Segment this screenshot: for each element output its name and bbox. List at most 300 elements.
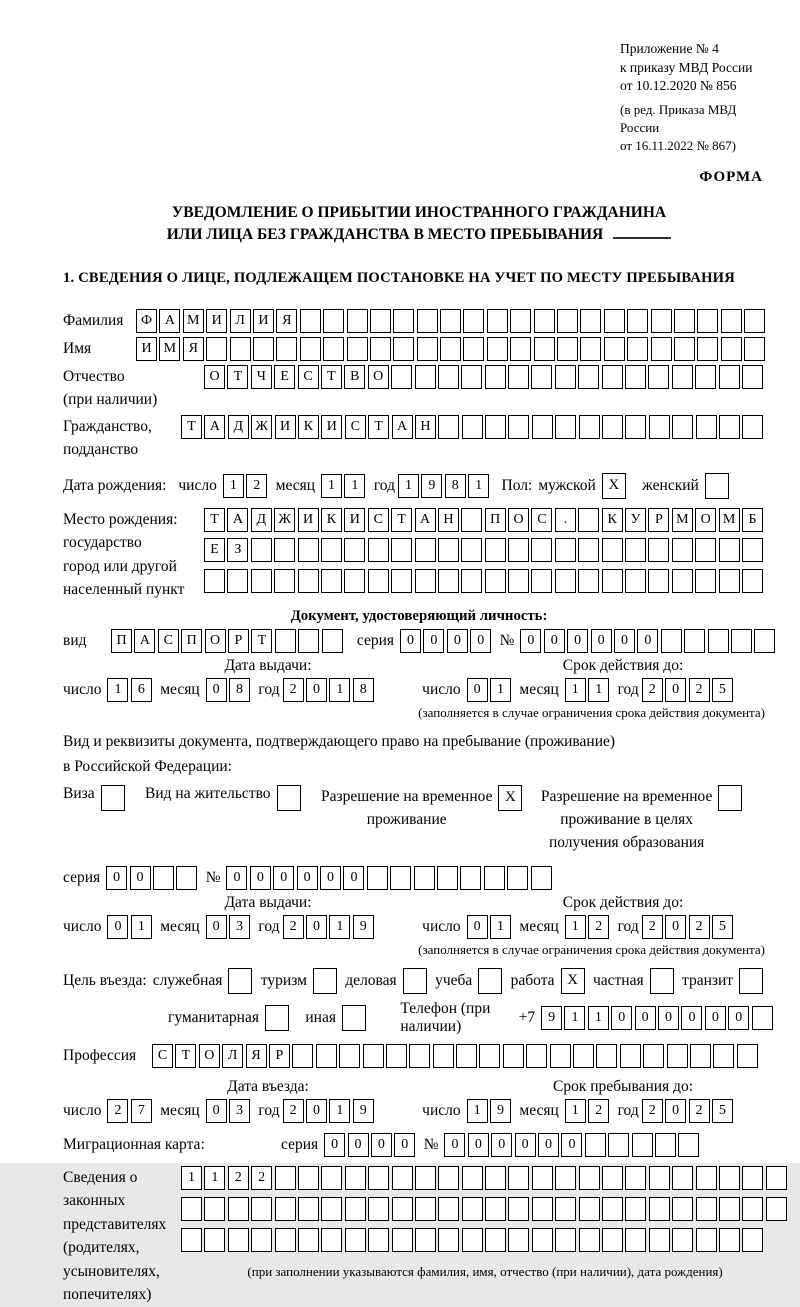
- char-cell-empty[interactable]: [604, 337, 625, 361]
- char-cell-empty[interactable]: [510, 337, 531, 361]
- char-cell-empty[interactable]: [368, 1166, 389, 1190]
- char-cell-empty[interactable]: [300, 309, 321, 333]
- char-cell-empty[interactable]: [392, 1197, 413, 1221]
- char-cell-empty[interactable]: [672, 569, 693, 593]
- char-cell-filled[interactable]: Я: [183, 337, 204, 361]
- char-cell-empty[interactable]: [440, 337, 461, 361]
- char-cell-empty[interactable]: [438, 538, 459, 562]
- char-cell-empty[interactable]: [602, 538, 623, 562]
- char-cell-filled[interactable]: 2: [283, 678, 304, 702]
- char-cell-empty[interactable]: [438, 1166, 459, 1190]
- char-cell-empty[interactable]: [368, 538, 389, 562]
- char-cell-filled[interactable]: 0: [470, 629, 491, 653]
- char-cell-filled[interactable]: 1: [565, 678, 586, 702]
- char-cell-empty[interactable]: [625, 365, 646, 389]
- char-cell-empty[interactable]: [649, 415, 670, 439]
- char-cell-empty[interactable]: [625, 569, 646, 593]
- char-cell-empty[interactable]: [579, 415, 600, 439]
- char-cell-filled[interactable]: 1: [467, 1099, 488, 1123]
- char-cell-empty[interactable]: [672, 1228, 693, 1252]
- char-cell-filled[interactable]: 1: [468, 474, 489, 498]
- char-cell-filled[interactable]: 0: [614, 629, 635, 653]
- char-cell-empty[interactable]: [648, 569, 669, 593]
- char-cell-empty[interactable]: [532, 1228, 553, 1252]
- char-cell-empty[interactable]: [648, 538, 669, 562]
- char-cell-empty[interactable]: [485, 365, 506, 389]
- char-cell-empty[interactable]: [367, 866, 388, 890]
- char-cell-filled[interactable]: .: [555, 508, 576, 532]
- char-cell-empty[interactable]: [766, 1166, 787, 1190]
- char-cell-empty[interactable]: [204, 1228, 225, 1252]
- char-cell-empty[interactable]: [532, 415, 553, 439]
- char-cell-empty[interactable]: [206, 337, 227, 361]
- char-cell-empty[interactable]: [485, 1166, 506, 1190]
- char-cell-empty[interactable]: [697, 309, 718, 333]
- char-cell-empty[interactable]: [555, 538, 576, 562]
- char-cell-filled[interactable]: 1: [588, 1006, 609, 1030]
- char-cell-empty[interactable]: [478, 968, 502, 994]
- char-cell-empty[interactable]: [737, 1044, 758, 1068]
- char-cell-filled[interactable]: П: [111, 629, 132, 653]
- char-cell-empty[interactable]: [409, 1044, 430, 1068]
- char-cell-empty[interactable]: [579, 1228, 600, 1252]
- char-cell-empty[interactable]: [705, 473, 729, 499]
- char-cell-empty[interactable]: [604, 309, 625, 333]
- char-cell-empty[interactable]: [625, 1166, 646, 1190]
- char-cell-filled[interactable]: 2: [642, 678, 663, 702]
- char-cell-filled[interactable]: 2: [251, 1166, 272, 1190]
- char-cell-empty[interactable]: [752, 1006, 773, 1030]
- char-cell-filled[interactable]: 0: [544, 629, 565, 653]
- char-cell-empty[interactable]: [526, 1044, 547, 1068]
- char-cell-empty[interactable]: [534, 337, 555, 361]
- char-cell-empty[interactable]: [487, 309, 508, 333]
- char-cell-empty[interactable]: [507, 866, 528, 890]
- char-cell-filled[interactable]: 0: [226, 866, 247, 890]
- char-cell-filled[interactable]: В: [344, 365, 365, 389]
- char-cell-empty[interactable]: [298, 1197, 319, 1221]
- char-cell-filled[interactable]: К: [298, 415, 319, 439]
- char-cell-filled[interactable]: Т: [391, 508, 412, 532]
- char-cell-empty[interactable]: [344, 538, 365, 562]
- char-cell-filled[interactable]: 0: [320, 866, 341, 890]
- char-cell-empty[interactable]: [487, 337, 508, 361]
- char-cell-filled[interactable]: 2: [689, 915, 710, 939]
- char-cell-filled[interactable]: О: [508, 508, 529, 532]
- char-cell-empty[interactable]: [674, 337, 695, 361]
- char-cell-filled[interactable]: 0: [665, 915, 686, 939]
- char-cell-empty[interactable]: [655, 1133, 676, 1157]
- char-cell-empty[interactable]: [463, 337, 484, 361]
- char-cell-empty[interactable]: [321, 569, 342, 593]
- char-cell-empty[interactable]: [368, 1197, 389, 1221]
- char-cell-filled[interactable]: А: [415, 508, 436, 532]
- char-cell-filled[interactable]: 1: [204, 1166, 225, 1190]
- char-cell-filled[interactable]: О: [368, 365, 389, 389]
- char-cell-empty[interactable]: [485, 1197, 506, 1221]
- char-cell-empty[interactable]: [433, 1044, 454, 1068]
- char-cell-filled[interactable]: 0: [515, 1133, 536, 1157]
- char-cell-filled[interactable]: С: [368, 508, 389, 532]
- char-cell-empty[interactable]: [744, 337, 765, 361]
- char-cell-filled[interactable]: Ф: [136, 309, 157, 333]
- char-cell-filled[interactable]: З: [227, 538, 248, 562]
- char-cell-empty[interactable]: [651, 337, 672, 361]
- char-cell-empty[interactable]: [438, 569, 459, 593]
- char-cell-filled[interactable]: О: [205, 629, 226, 653]
- char-cell-filled[interactable]: 0: [423, 629, 444, 653]
- char-cell-empty[interactable]: [674, 309, 695, 333]
- char-cell-empty[interactable]: [460, 866, 481, 890]
- char-cell-empty[interactable]: [391, 538, 412, 562]
- char-cell-empty[interactable]: [414, 866, 435, 890]
- char-cell-filled[interactable]: 1: [329, 1099, 350, 1123]
- char-cell-filled[interactable]: М: [719, 508, 740, 532]
- char-cell-empty[interactable]: [742, 1197, 763, 1221]
- char-cell-filled[interactable]: О: [695, 508, 716, 532]
- char-cell-filled[interactable]: 0: [343, 866, 364, 890]
- char-cell-filled[interactable]: 0: [468, 1133, 489, 1157]
- char-cell-filled[interactable]: 1: [223, 474, 244, 498]
- char-cell-filled[interactable]: 9: [541, 1006, 562, 1030]
- char-cell-empty[interactable]: [578, 538, 599, 562]
- char-cell-empty[interactable]: [275, 1166, 296, 1190]
- char-cell-filled[interactable]: Л: [222, 1044, 243, 1068]
- char-cell-empty[interactable]: [438, 415, 459, 439]
- char-cell-empty[interactable]: [230, 337, 251, 361]
- char-cell-empty[interactable]: [672, 538, 693, 562]
- char-cell-empty[interactable]: [531, 569, 552, 593]
- char-cell-filled[interactable]: 0: [106, 866, 127, 890]
- char-cell-empty[interactable]: [508, 569, 529, 593]
- char-cell-empty[interactable]: [627, 337, 648, 361]
- char-cell-empty[interactable]: [298, 538, 319, 562]
- char-cell-empty[interactable]: [438, 1228, 459, 1252]
- char-cell-empty[interactable]: [651, 309, 672, 333]
- char-cell-empty[interactable]: [298, 1228, 319, 1252]
- char-cell-filled[interactable]: И: [298, 508, 319, 532]
- char-cell-filled[interactable]: 5: [712, 1099, 733, 1123]
- char-cell-filled[interactable]: Д: [228, 415, 249, 439]
- char-cell-empty[interactable]: [391, 569, 412, 593]
- char-cell-filled[interactable]: 1: [490, 915, 511, 939]
- char-cell-empty[interactable]: [415, 1228, 436, 1252]
- char-cell-filled[interactable]: 2: [642, 915, 663, 939]
- char-cell-empty[interactable]: [323, 337, 344, 361]
- char-cell-empty[interactable]: [101, 785, 125, 811]
- char-cell-empty[interactable]: [648, 365, 669, 389]
- char-cell-filled[interactable]: 9: [490, 1099, 511, 1123]
- char-cell-filled[interactable]: 0: [665, 1099, 686, 1123]
- char-cell-filled[interactable]: И: [344, 508, 365, 532]
- char-cell-filled[interactable]: 1: [321, 474, 342, 498]
- char-cell-empty[interactable]: [578, 569, 599, 593]
- char-cell-empty[interactable]: [461, 365, 482, 389]
- char-cell-empty[interactable]: [696, 415, 717, 439]
- char-cell-filled[interactable]: 0: [520, 629, 541, 653]
- char-cell-empty[interactable]: [579, 1166, 600, 1190]
- char-cell-empty[interactable]: [484, 866, 505, 890]
- char-cell-empty[interactable]: [438, 1197, 459, 1221]
- char-cell-filled[interactable]: О: [199, 1044, 220, 1068]
- char-cell-filled[interactable]: М: [672, 508, 693, 532]
- char-cell-empty[interactable]: [393, 337, 414, 361]
- char-cell-filled[interactable]: 2: [283, 1099, 304, 1123]
- char-cell-empty[interactable]: [347, 309, 368, 333]
- char-cell-filled[interactable]: И: [275, 415, 296, 439]
- char-cell-empty[interactable]: [649, 1228, 670, 1252]
- char-cell-empty[interactable]: [392, 1228, 413, 1252]
- char-cell-empty[interactable]: [462, 1197, 483, 1221]
- char-cell-empty[interactable]: [650, 968, 674, 994]
- char-cell-empty[interactable]: [708, 629, 729, 653]
- char-cell-empty[interactable]: [415, 1197, 436, 1221]
- char-cell-empty[interactable]: [555, 1197, 576, 1221]
- char-cell-filled[interactable]: Р: [228, 629, 249, 653]
- char-cell-empty[interactable]: [602, 569, 623, 593]
- char-cell-filled[interactable]: У: [625, 508, 646, 532]
- char-cell-filled[interactable]: И: [136, 337, 157, 361]
- char-cell-empty[interactable]: [719, 365, 740, 389]
- char-cell-filled[interactable]: И: [253, 309, 274, 333]
- char-cell-filled[interactable]: 8: [229, 678, 250, 702]
- char-cell-filled[interactable]: 0: [444, 1133, 465, 1157]
- char-cell-empty[interactable]: [344, 569, 365, 593]
- char-cell-filled[interactable]: С: [298, 365, 319, 389]
- char-cell-empty[interactable]: [204, 1197, 225, 1221]
- char-cell-empty[interactable]: [649, 1197, 670, 1221]
- char-cell-filled[interactable]: Е: [204, 538, 225, 562]
- char-cell-filled[interactable]: 0: [611, 1006, 632, 1030]
- char-cell-filled[interactable]: 0: [538, 1133, 559, 1157]
- char-cell-filled[interactable]: Ж: [274, 508, 295, 532]
- char-cell-empty[interactable]: [274, 569, 295, 593]
- char-cell-empty[interactable]: [479, 1044, 500, 1068]
- char-cell-empty[interactable]: [403, 968, 427, 994]
- char-cell-empty[interactable]: [417, 309, 438, 333]
- char-cell-filled[interactable]: 9: [353, 1099, 374, 1123]
- char-cell-filled[interactable]: Я: [246, 1044, 267, 1068]
- char-cell-empty[interactable]: [579, 1197, 600, 1221]
- char-cell-filled[interactable]: С: [152, 1044, 173, 1068]
- char-cell-empty[interactable]: [721, 337, 742, 361]
- char-cell-empty[interactable]: [181, 1197, 202, 1221]
- char-cell-empty[interactable]: [462, 415, 483, 439]
- char-cell-filled[interactable]: 0: [591, 629, 612, 653]
- char-cell-empty[interactable]: [602, 415, 623, 439]
- char-cell-empty[interactable]: [555, 569, 576, 593]
- char-cell-filled[interactable]: 5: [712, 678, 733, 702]
- char-cell-empty[interactable]: [508, 1197, 529, 1221]
- char-cell-filled[interactable]: 0: [665, 678, 686, 702]
- char-cell-empty[interactable]: [696, 1197, 717, 1221]
- char-cell-empty[interactable]: [275, 629, 296, 653]
- char-cell-empty[interactable]: [415, 365, 436, 389]
- char-cell-filled[interactable]: 0: [206, 1099, 227, 1123]
- char-cell-empty[interactable]: [596, 1044, 617, 1068]
- char-cell-empty[interactable]: [462, 1228, 483, 1252]
- char-cell-filled[interactable]: 1: [564, 1006, 585, 1030]
- char-cell-empty[interactable]: [437, 866, 458, 890]
- char-cell-empty[interactable]: [632, 1133, 653, 1157]
- char-cell-empty[interactable]: [672, 1197, 693, 1221]
- char-cell-empty[interactable]: [275, 1197, 296, 1221]
- char-cell-empty[interactable]: [368, 569, 389, 593]
- char-cell-filled[interactable]: Н: [438, 508, 459, 532]
- char-cell-empty[interactable]: [390, 866, 411, 890]
- char-cell-filled[interactable]: 2: [689, 678, 710, 702]
- char-cell-filled[interactable]: Д: [251, 508, 272, 532]
- char-cell-empty[interactable]: [253, 337, 274, 361]
- char-cell-empty[interactable]: [461, 538, 482, 562]
- char-cell-empty[interactable]: [176, 866, 197, 890]
- char-cell-empty[interactable]: [695, 538, 716, 562]
- char-cell-empty[interactable]: [316, 1044, 337, 1068]
- char-cell-empty[interactable]: [415, 538, 436, 562]
- char-cell-empty[interactable]: [393, 309, 414, 333]
- char-cell-empty[interactable]: [578, 365, 599, 389]
- char-cell-empty[interactable]: [754, 629, 775, 653]
- char-cell-empty[interactable]: [417, 337, 438, 361]
- char-cell-filled[interactable]: Т: [368, 415, 389, 439]
- char-cell-empty[interactable]: [721, 309, 742, 333]
- char-cell-empty[interactable]: [742, 1166, 763, 1190]
- char-cell-empty[interactable]: [532, 1166, 553, 1190]
- char-cell-filled[interactable]: Р: [648, 508, 669, 532]
- char-cell-empty[interactable]: [228, 968, 252, 994]
- char-cell-empty[interactable]: [585, 1133, 606, 1157]
- char-cell-empty[interactable]: [625, 415, 646, 439]
- char-cell-filled[interactable]: Ч: [251, 365, 272, 389]
- char-cell-empty[interactable]: [672, 1166, 693, 1190]
- char-cell-filled[interactable]: 0: [250, 866, 271, 890]
- char-cell-empty[interactable]: [510, 309, 531, 333]
- char-cell-empty[interactable]: [323, 309, 344, 333]
- char-cell-empty[interactable]: [461, 569, 482, 593]
- char-cell-filled[interactable]: Ж: [251, 415, 272, 439]
- char-cell-empty[interactable]: [485, 538, 506, 562]
- char-cell-empty[interactable]: [508, 1228, 529, 1252]
- char-cell-empty[interactable]: [370, 337, 391, 361]
- char-cell-empty[interactable]: [531, 866, 552, 890]
- char-cell-filled[interactable]: 0: [348, 1133, 369, 1157]
- char-cell-empty[interactable]: [696, 1228, 717, 1252]
- char-cell-empty[interactable]: [265, 1005, 289, 1031]
- char-cell-filled[interactable]: 0: [658, 1006, 679, 1030]
- char-cell-empty[interactable]: [321, 1166, 342, 1190]
- char-cell-filled[interactable]: 1: [107, 678, 128, 702]
- char-cell-filled[interactable]: 0: [637, 629, 658, 653]
- char-cell-filled[interactable]: 8: [445, 474, 466, 498]
- char-cell-filled[interactable]: 6: [131, 678, 152, 702]
- char-cell-empty[interactable]: [684, 629, 705, 653]
- char-cell-empty[interactable]: [463, 309, 484, 333]
- char-cell-empty[interactable]: [627, 309, 648, 333]
- char-cell-filled[interactable]: И: [206, 309, 227, 333]
- char-cell-filled[interactable]: 0: [130, 866, 151, 890]
- char-cell-empty[interactable]: [742, 538, 763, 562]
- char-cell-empty[interactable]: [672, 365, 693, 389]
- char-cell-filled[interactable]: Т: [227, 365, 248, 389]
- char-cell-filled[interactable]: 1: [131, 915, 152, 939]
- char-cell-empty[interactable]: [719, 1166, 740, 1190]
- char-cell-empty[interactable]: [555, 365, 576, 389]
- char-cell-empty[interactable]: [625, 1197, 646, 1221]
- char-cell-empty[interactable]: [275, 1228, 296, 1252]
- char-cell-filled[interactable]: 0: [306, 915, 327, 939]
- char-cell-filled[interactable]: 0: [728, 1006, 749, 1030]
- char-cell-filled[interactable]: 2: [107, 1099, 128, 1123]
- char-cell-filled[interactable]: 0: [371, 1133, 392, 1157]
- char-cell-empty[interactable]: [415, 569, 436, 593]
- char-cell-filled[interactable]: М: [183, 309, 204, 333]
- char-cell-filled[interactable]: 0: [297, 866, 318, 890]
- char-cell-empty[interactable]: [602, 1228, 623, 1252]
- char-cell-empty[interactable]: [580, 337, 601, 361]
- char-cell-empty[interactable]: [718, 785, 742, 811]
- char-cell-empty[interactable]: [678, 1133, 699, 1157]
- char-cell-empty[interactable]: [744, 309, 765, 333]
- char-cell-filled[interactable]: Я: [276, 309, 297, 333]
- char-cell-empty[interactable]: [508, 415, 529, 439]
- char-cell-filled[interactable]: 2: [689, 1099, 710, 1123]
- char-cell-empty[interactable]: [532, 1197, 553, 1221]
- char-cell-filled[interactable]: С: [158, 629, 179, 653]
- char-cell-empty[interactable]: [485, 569, 506, 593]
- char-cell-filled[interactable]: 1: [344, 474, 365, 498]
- char-cell-empty[interactable]: [531, 365, 552, 389]
- char-cell-filled[interactable]: 1: [565, 1099, 586, 1123]
- char-cell-filled[interactable]: А: [159, 309, 180, 333]
- char-cell-empty[interactable]: [181, 1228, 202, 1252]
- char-cell-filled[interactable]: 0: [306, 1099, 327, 1123]
- char-cell-empty[interactable]: [625, 538, 646, 562]
- char-cell-empty[interactable]: [276, 337, 297, 361]
- char-cell-empty[interactable]: [251, 569, 272, 593]
- char-cell-empty[interactable]: [643, 1044, 664, 1068]
- char-cell-filled[interactable]: И: [321, 415, 342, 439]
- char-cell-empty[interactable]: [713, 1044, 734, 1068]
- char-cell-filled[interactable]: К: [602, 508, 623, 532]
- char-cell-filled[interactable]: Н: [415, 415, 436, 439]
- char-cell-empty[interactable]: [695, 365, 716, 389]
- char-cell-filled[interactable]: П: [485, 508, 506, 532]
- char-cell-filled[interactable]: Т: [181, 415, 202, 439]
- char-cell-empty[interactable]: [719, 1197, 740, 1221]
- char-cell-empty[interactable]: [153, 866, 174, 890]
- char-cell-filled[interactable]: Л: [230, 309, 251, 333]
- char-cell-empty[interactable]: [462, 1166, 483, 1190]
- char-cell-empty[interactable]: [555, 415, 576, 439]
- char-cell-empty[interactable]: [608, 1133, 629, 1157]
- char-cell-filled[interactable]: 0: [400, 629, 421, 653]
- char-cell-filled[interactable]: 9: [421, 474, 442, 498]
- char-cell-empty[interactable]: [251, 1228, 272, 1252]
- char-cell-filled[interactable]: Т: [204, 508, 225, 532]
- char-cell-empty[interactable]: [508, 538, 529, 562]
- char-cell-empty[interactable]: [298, 1166, 319, 1190]
- char-cell-empty[interactable]: [321, 538, 342, 562]
- char-cell-empty[interactable]: [742, 365, 763, 389]
- char-cell-empty[interactable]: [345, 1166, 366, 1190]
- char-cell-filled[interactable]: С: [531, 508, 552, 532]
- char-cell-filled[interactable]: А: [134, 629, 155, 653]
- char-cell-filled[interactable]: 0: [567, 629, 588, 653]
- char-cell-filled[interactable]: М: [159, 337, 180, 361]
- char-cell-filled[interactable]: 0: [273, 866, 294, 890]
- char-cell-filled[interactable]: 3: [229, 1099, 250, 1123]
- char-cell-filled[interactable]: 9: [353, 915, 374, 939]
